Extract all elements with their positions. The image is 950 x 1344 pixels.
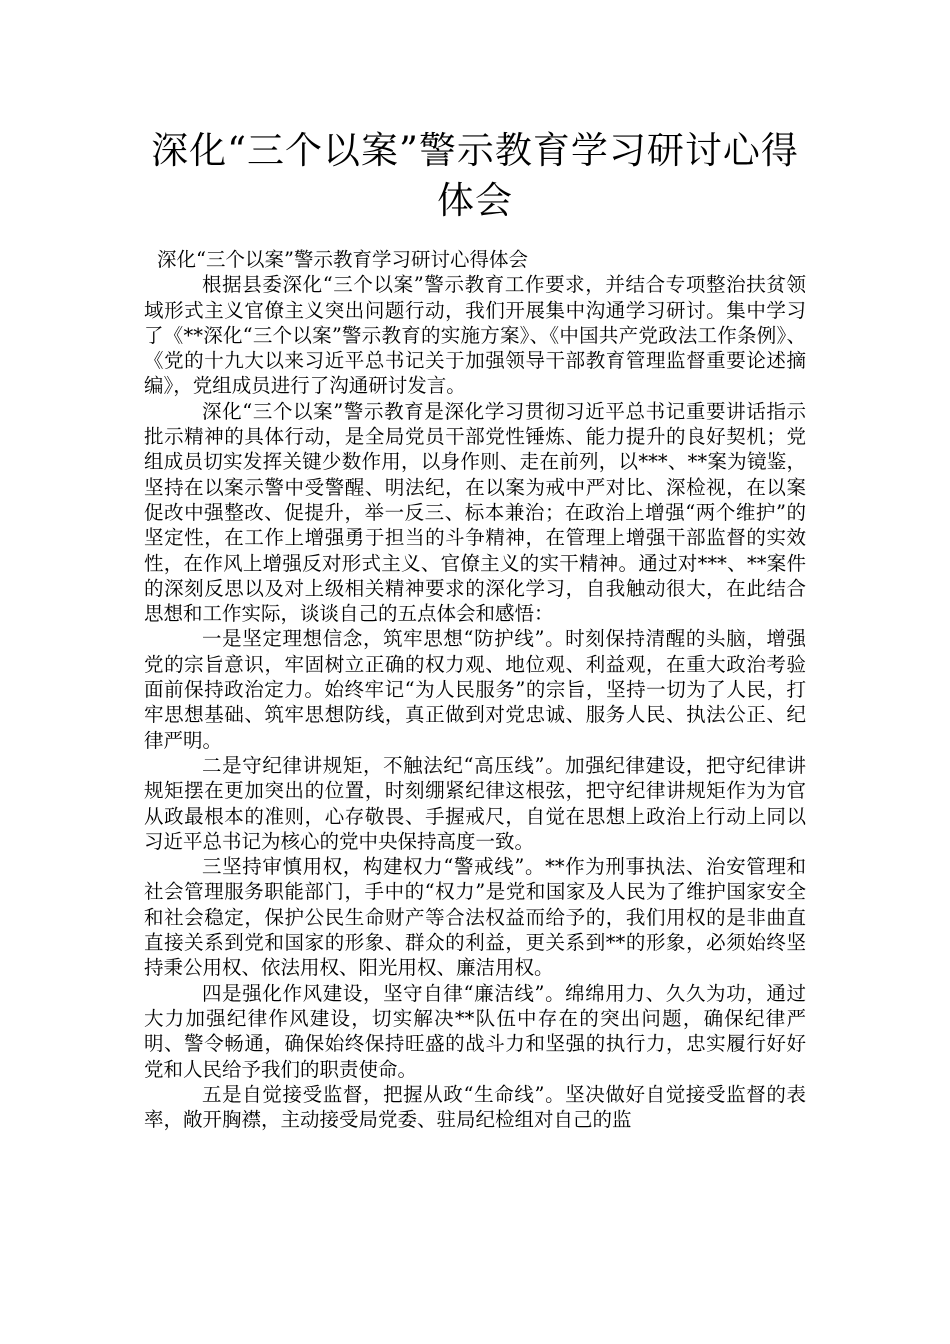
- paragraph-overview: 深化“三个以案”警示教育是深化学习贯彻习近平总书记重要讲话指示批示精神的具体行动，是全局党员干部党性锤炼、能力提升的良好契机；党组成员切实发挥关键少数作用，以身作则、走在前列，以***、**案为镜鉴，坚持在以案示警中受警醒、明法纪，在以案为戒中严对比、深检视，在以案促改中强整改、促提升，举一反三、标本兼治；在政治上增强“两个维护”的坚定性，在工作上增强勇于担当的斗争精神，在管理上增强干部监督的实效性，在作风上增强反对形式主义、官僚主义的实干精神。通过对***、**案件的深刻反思以及对上级相关精神要求的深化学习，自我触动很大，在此结合思想和工作实际，谈谈自己的五点体会和感悟：: [144, 399, 806, 626]
- document-title: 深化“三个以案”警示教育学习研讨心得体会: [151, 129, 799, 222]
- paragraph-point-five: 五是自觉接受监督，把握从政“生命线”。坚决做好自觉接受监督的表率，敞开胸襟，主动接受局党委、驻局纪检组对自己的监: [144, 1082, 806, 1132]
- paragraph-point-three: 三坚持审慎用权，构建权力“警戒线”。**作为刑事执法、治安管理和社会管理服务职能部门，手中的“权力”是党和国家及人民为了维护国家安全和社会稳定，保护公民生命财产等合法权益而给予的，我们用权的是非曲直直接关系到党和国家的形象、群众的利益，更关系到**的形象，必须始终坚持秉公用权、依法用权、阳光用权、廉洁用权。: [144, 855, 806, 980]
- document-body: [144, 247, 806, 1132]
- paragraph-intro: 根据县委深化“三个以案”警示教育工作要求，并结合专项整治扶贫领域形式主义官僚主义突出问题行动，我们开展集中沟通学习研讨。集中学习了《**深化“三个以案”警示教育的实施方案》、《中国共产党政法工作条例》、《党的十九大以来习近平总书记关于加强领导干部教育管理监督重要论述摘编》，党组成员进行了沟通研讨发言。: [144, 273, 806, 398]
- paragraph-point-one: 一是坚定理想信念，筑牢思想“防护线”。时刻保持清醒的头脑，增强党的宗旨意识，牢固树立正确的权力观、地位观、利益观，在重大政治考验面前保持政治定力。始终牢记“为人民服务”的宗旨，坚持一切为了人民，打牢思想基础、筑牢思想防线，真正做到对党忠诚、服务人民、执法公正、纪律严明。: [144, 627, 806, 752]
- document-subtitle: 深化“三个以案”警示教育学习研讨心得体会: [157, 248, 528, 271]
- paragraph-point-four: 四是强化作风建设，坚守自律“廉洁线”。绵绵用力、久久为功，通过大力加强纪律作风建设，切实解决**队伍中存在的突出问题，确保纪律严明、警令畅通，确保始终保持旺盛的战斗力和坚强的执行力，忠实履行好好党和人民给予我们的职责使命。: [144, 981, 806, 1081]
- paragraph-point-two: 二是守纪律讲规矩，不触法纪“高压线”。加强纪律建设，把守纪律讲规矩摆在更加突出的位置，时刻绷紧纪律这根弦，把守纪律讲规矩作为为官从政最根本的准则，心存敬畏、手握戒尺，自觉在思想上政治上行动上同以习近平总书记为核心的党中央保持高度一致。: [144, 753, 806, 853]
